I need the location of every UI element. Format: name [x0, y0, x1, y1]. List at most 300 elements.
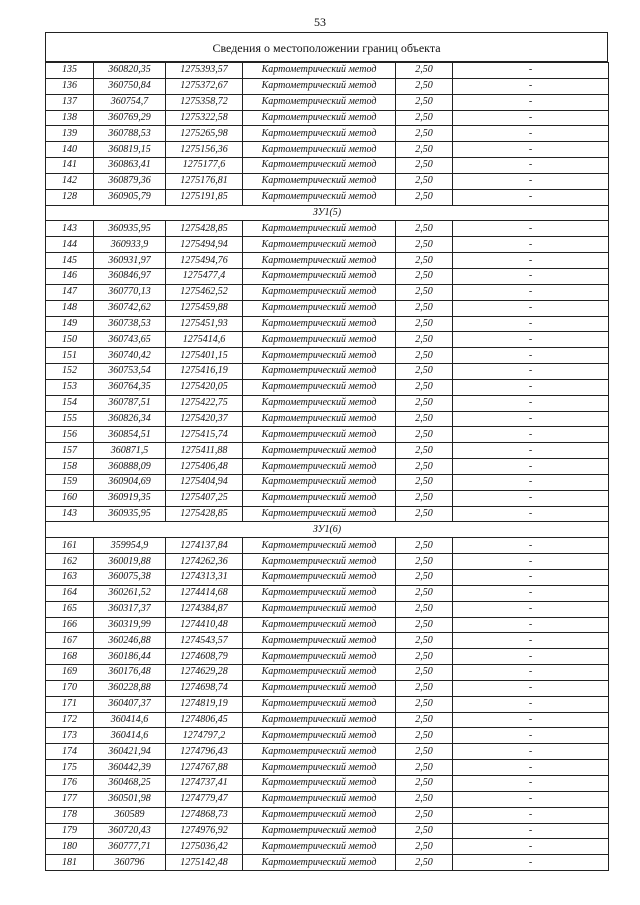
accuracy-cell: 2,50 [396, 760, 453, 776]
y-coordinate-cell: 1274779,47 [166, 791, 243, 807]
note-cell: - [453, 316, 609, 332]
note-cell: - [453, 158, 609, 174]
accuracy-cell: 2,50 [396, 791, 453, 807]
table-row [46, 189, 609, 205]
method-cell: Картометрический метод [243, 601, 396, 617]
method-cell: Картометрический метод [243, 300, 396, 316]
table-row [46, 807, 609, 823]
accuracy-cell: 2,50 [396, 411, 453, 427]
note-cell: - [453, 823, 609, 839]
accuracy-cell: 2,50 [396, 474, 453, 490]
point-number-cell: 146 [46, 268, 94, 284]
y-coordinate-cell: 1275428,85 [166, 221, 243, 237]
y-coordinate-cell: 1275142,48 [166, 855, 243, 871]
method-cell: Картометрический метод [243, 237, 396, 253]
method-cell: Картометрический метод [243, 633, 396, 649]
table-row [46, 268, 609, 284]
y-coordinate-cell: 1275420,37 [166, 411, 243, 427]
table-row [46, 728, 609, 744]
x-coordinate-cell: 360871,5 [94, 443, 166, 459]
note-cell: - [453, 807, 609, 823]
y-coordinate-cell: 1274410,48 [166, 617, 243, 633]
x-coordinate-cell: 360414,6 [94, 712, 166, 728]
method-cell: Картометрический метод [243, 126, 396, 142]
x-coordinate-cell: 360826,34 [94, 411, 166, 427]
y-coordinate-cell: 1275322,58 [166, 110, 243, 126]
point-number-cell: 164 [46, 585, 94, 601]
method-cell: Картометрический метод [243, 94, 396, 110]
accuracy-cell: 2,50 [396, 63, 453, 79]
y-coordinate-cell: 1274976,92 [166, 823, 243, 839]
note-cell: - [453, 633, 609, 649]
table-row [46, 680, 609, 696]
table-row [46, 284, 609, 300]
x-coordinate-cell: 360935,95 [94, 221, 166, 237]
y-coordinate-cell: 1274806,45 [166, 712, 243, 728]
y-coordinate-cell: 1275407,25 [166, 490, 243, 506]
method-cell: Картометрический метод [243, 253, 396, 269]
x-coordinate-cell: 360905,79 [94, 189, 166, 205]
table-row [46, 411, 609, 427]
note-cell: - [453, 110, 609, 126]
x-coordinate-cell: 360863,41 [94, 158, 166, 174]
table-row [46, 665, 609, 681]
point-number-cell: 178 [46, 807, 94, 823]
accuracy-cell: 2,50 [396, 680, 453, 696]
note-cell: - [453, 332, 609, 348]
y-coordinate-cell: 1274629,28 [166, 665, 243, 681]
point-number-cell: 171 [46, 696, 94, 712]
x-coordinate-cell: 360019,88 [94, 554, 166, 570]
y-coordinate-cell: 1275372,67 [166, 78, 243, 94]
accuracy-cell: 2,50 [396, 332, 453, 348]
note-cell: - [453, 173, 609, 189]
x-coordinate-cell: 360754,7 [94, 94, 166, 110]
x-coordinate-cell: 360788,53 [94, 126, 166, 142]
table-row [46, 300, 609, 316]
note-cell: - [453, 443, 609, 459]
y-coordinate-cell: 1275036,42 [166, 839, 243, 855]
note-cell: - [453, 474, 609, 490]
accuracy-cell: 2,50 [396, 110, 453, 126]
note-cell: - [453, 142, 609, 158]
note-cell: - [453, 839, 609, 855]
note-cell: - [453, 712, 609, 728]
method-cell: Картометрический метод [243, 744, 396, 760]
accuracy-cell: 2,50 [396, 189, 453, 205]
note-cell: - [453, 411, 609, 427]
accuracy-cell: 2,50 [396, 237, 453, 253]
method-cell: Картометрический метод [243, 268, 396, 284]
accuracy-cell: 2,50 [396, 490, 453, 506]
table-row [46, 443, 609, 459]
table-row [46, 459, 609, 475]
point-number-cell: 176 [46, 775, 94, 791]
method-cell: Картометрический метод [243, 775, 396, 791]
method-cell: Картометрический метод [243, 221, 396, 237]
note-cell: - [453, 268, 609, 284]
page-number: 53 [314, 15, 326, 29]
method-cell: Картометрический метод [243, 506, 396, 522]
y-coordinate-cell: 1274262,36 [166, 554, 243, 570]
point-number-cell: 172 [46, 712, 94, 728]
y-coordinate-cell: 1275459,88 [166, 300, 243, 316]
table-row [46, 585, 609, 601]
note-cell: - [453, 427, 609, 443]
note-cell: - [453, 94, 609, 110]
accuracy-cell: 2,50 [396, 348, 453, 364]
accuracy-cell: 2,50 [396, 221, 453, 237]
point-number-cell: 173 [46, 728, 94, 744]
y-coordinate-cell: 1275358,72 [166, 94, 243, 110]
note-cell: - [453, 300, 609, 316]
accuracy-cell: 2,50 [396, 78, 453, 94]
point-number-cell: 179 [46, 823, 94, 839]
table-title: Сведения о местоположении границ объекта [45, 32, 608, 62]
accuracy-cell: 2,50 [396, 142, 453, 158]
point-number-cell: 165 [46, 601, 94, 617]
point-number-cell: 150 [46, 332, 94, 348]
point-number-cell: 169 [46, 665, 94, 681]
x-coordinate-cell: 360770,13 [94, 284, 166, 300]
point-number-cell: 167 [46, 633, 94, 649]
accuracy-cell: 2,50 [396, 268, 453, 284]
x-coordinate-cell: 360888,09 [94, 459, 166, 475]
x-coordinate-cell: 360931,97 [94, 253, 166, 269]
y-coordinate-cell: 1275177,6 [166, 158, 243, 174]
table-row [46, 221, 609, 237]
point-number-cell: 157 [46, 443, 94, 459]
point-number-cell: 174 [46, 744, 94, 760]
table-row [46, 237, 609, 253]
x-coordinate-cell: 360796 [94, 855, 166, 871]
method-cell: Картометрический метод [243, 332, 396, 348]
accuracy-cell: 2,50 [396, 94, 453, 110]
x-coordinate-cell: 360720,43 [94, 823, 166, 839]
y-coordinate-cell: 1275191,85 [166, 189, 243, 205]
accuracy-cell: 2,50 [396, 649, 453, 665]
table-row [46, 601, 609, 617]
method-cell: Картометрический метод [243, 348, 396, 364]
note-cell: - [453, 78, 609, 94]
accuracy-cell: 2,50 [396, 173, 453, 189]
accuracy-cell: 2,50 [396, 585, 453, 601]
note-cell: - [453, 379, 609, 395]
table-row [46, 158, 609, 174]
x-coordinate-cell: 360819,15 [94, 142, 166, 158]
y-coordinate-cell: 1275462,52 [166, 284, 243, 300]
point-number-cell: 147 [46, 284, 94, 300]
note-cell: - [453, 791, 609, 807]
accuracy-cell: 2,50 [396, 253, 453, 269]
x-coordinate-cell: 360753,54 [94, 364, 166, 380]
accuracy-cell: 2,50 [396, 775, 453, 791]
point-number-cell: 155 [46, 411, 94, 427]
accuracy-cell: 2,50 [396, 158, 453, 174]
method-cell: Картометрический метод [243, 427, 396, 443]
note-cell: - [453, 554, 609, 570]
section-row [46, 205, 609, 221]
y-coordinate-cell: 1275422,75 [166, 395, 243, 411]
table-row [46, 253, 609, 269]
method-cell: Картометрический метод [243, 173, 396, 189]
table-row [46, 348, 609, 364]
method-cell: Картометрический метод [243, 807, 396, 823]
x-coordinate-cell: 360743,65 [94, 332, 166, 348]
y-coordinate-cell: 1275415,74 [166, 427, 243, 443]
point-number-cell: 137 [46, 94, 94, 110]
method-cell: Картометрический метод [243, 490, 396, 506]
point-number-cell: 143 [46, 221, 94, 237]
note-cell: - [453, 855, 609, 871]
accuracy-cell: 2,50 [396, 696, 453, 712]
method-cell: Картометрический метод [243, 680, 396, 696]
method-cell: Картометрический метод [243, 696, 396, 712]
point-number-cell: 159 [46, 474, 94, 490]
table-row [46, 63, 609, 79]
accuracy-cell: 2,50 [396, 316, 453, 332]
note-cell: - [453, 585, 609, 601]
point-number-cell: 128 [46, 189, 94, 205]
note-cell: - [453, 221, 609, 237]
table-row [46, 855, 609, 871]
point-number-cell: 181 [46, 855, 94, 871]
table-row [46, 379, 609, 395]
point-number-cell: 139 [46, 126, 94, 142]
y-coordinate-cell: 1274796,43 [166, 744, 243, 760]
y-coordinate-cell: 1274384,87 [166, 601, 243, 617]
y-coordinate-cell: 1274608,79 [166, 649, 243, 665]
point-number-cell: 158 [46, 459, 94, 475]
boundary-coordinates-table [45, 62, 609, 871]
x-coordinate-cell: 360764,35 [94, 379, 166, 395]
x-coordinate-cell: 360820,35 [94, 63, 166, 79]
method-cell: Картометрический метод [243, 379, 396, 395]
method-cell: Картометрический метод [243, 538, 396, 554]
x-coordinate-cell: 360176,48 [94, 665, 166, 681]
x-coordinate-cell: 359954,9 [94, 538, 166, 554]
table-row [46, 427, 609, 443]
method-cell: Картометрический метод [243, 554, 396, 570]
table-row [46, 649, 609, 665]
method-cell: Картометрический метод [243, 585, 396, 601]
note-cell: - [453, 617, 609, 633]
x-coordinate-cell: 360421,94 [94, 744, 166, 760]
x-coordinate-cell: 360879,36 [94, 173, 166, 189]
accuracy-cell: 2,50 [396, 601, 453, 617]
note-cell: - [453, 395, 609, 411]
y-coordinate-cell: 1275494,94 [166, 237, 243, 253]
note-cell: - [453, 63, 609, 79]
point-number-cell: 166 [46, 617, 94, 633]
accuracy-cell: 2,50 [396, 665, 453, 681]
note-cell: - [453, 601, 609, 617]
table-row [46, 791, 609, 807]
accuracy-cell: 2,50 [396, 839, 453, 855]
note-cell: - [453, 728, 609, 744]
table-row [46, 839, 609, 855]
y-coordinate-cell: 1275401,15 [166, 348, 243, 364]
table-row [46, 173, 609, 189]
y-coordinate-cell: 1275451,93 [166, 316, 243, 332]
table-row [46, 316, 609, 332]
x-coordinate-cell: 360589 [94, 807, 166, 823]
x-coordinate-cell: 360414,6 [94, 728, 166, 744]
x-coordinate-cell: 360468,25 [94, 775, 166, 791]
accuracy-cell: 2,50 [396, 364, 453, 380]
table-row [46, 570, 609, 586]
x-coordinate-cell: 360442,39 [94, 760, 166, 776]
method-cell: Картометрический метод [243, 110, 396, 126]
point-number-cell: 163 [46, 570, 94, 586]
accuracy-cell: 2,50 [396, 807, 453, 823]
accuracy-cell: 2,50 [396, 728, 453, 744]
note-cell: - [453, 348, 609, 364]
point-number-cell: 142 [46, 173, 94, 189]
y-coordinate-cell: 1274868,73 [166, 807, 243, 823]
y-coordinate-cell: 1275406,48 [166, 459, 243, 475]
note-cell: - [453, 760, 609, 776]
accuracy-cell: 2,50 [396, 855, 453, 871]
accuracy-cell: 2,50 [396, 506, 453, 522]
table-row [46, 110, 609, 126]
x-coordinate-cell: 360846,97 [94, 268, 166, 284]
point-number-cell: 152 [46, 364, 94, 380]
point-number-cell: 151 [46, 348, 94, 364]
y-coordinate-cell: 1275176,81 [166, 173, 243, 189]
accuracy-cell: 2,50 [396, 427, 453, 443]
x-coordinate-cell: 360935,95 [94, 506, 166, 522]
method-cell: Картометрический метод [243, 189, 396, 205]
note-cell: - [453, 570, 609, 586]
accuracy-cell: 2,50 [396, 744, 453, 760]
method-cell: Картометрический метод [243, 791, 396, 807]
method-cell: Картометрический метод [243, 364, 396, 380]
table-row [46, 744, 609, 760]
y-coordinate-cell: 1275416,19 [166, 364, 243, 380]
method-cell: Картометрический метод [243, 839, 396, 855]
note-cell: - [453, 459, 609, 475]
y-coordinate-cell: 1274137,84 [166, 538, 243, 554]
point-number-cell: 136 [46, 78, 94, 94]
y-coordinate-cell: 1274543,57 [166, 633, 243, 649]
x-coordinate-cell: 360246,88 [94, 633, 166, 649]
method-cell: Картометрический метод [243, 617, 396, 633]
method-cell: Картометрический метод [243, 63, 396, 79]
note-cell: - [453, 538, 609, 554]
x-coordinate-cell: 360787,51 [94, 395, 166, 411]
point-number-cell: 149 [46, 316, 94, 332]
point-number-cell: 161 [46, 538, 94, 554]
y-coordinate-cell: 1274819,19 [166, 696, 243, 712]
point-number-cell: 143 [46, 506, 94, 522]
method-cell: Картометрический метод [243, 570, 396, 586]
note-cell: - [453, 506, 609, 522]
table-row [46, 696, 609, 712]
point-number-cell: 148 [46, 300, 94, 316]
x-coordinate-cell: 360933,9 [94, 237, 166, 253]
note-cell: - [453, 665, 609, 681]
table-row [46, 760, 609, 776]
accuracy-cell: 2,50 [396, 395, 453, 411]
table-row [46, 395, 609, 411]
table-row [46, 554, 609, 570]
accuracy-cell: 2,50 [396, 443, 453, 459]
x-coordinate-cell: 360740,42 [94, 348, 166, 364]
method-cell: Картометрический метод [243, 855, 396, 871]
y-coordinate-cell: 1275393,57 [166, 63, 243, 79]
note-cell: - [453, 775, 609, 791]
table-row [46, 474, 609, 490]
note-cell: - [453, 696, 609, 712]
method-cell: Картометрический метод [243, 78, 396, 94]
x-coordinate-cell: 360075,38 [94, 570, 166, 586]
y-coordinate-cell: 1274313,31 [166, 570, 243, 586]
accuracy-cell: 2,50 [396, 617, 453, 633]
table-row [46, 506, 609, 522]
point-number-cell: 175 [46, 760, 94, 776]
accuracy-cell: 2,50 [396, 712, 453, 728]
note-cell: - [453, 364, 609, 380]
table-row [46, 538, 609, 554]
point-number-cell: 177 [46, 791, 94, 807]
note-cell: - [453, 253, 609, 269]
method-cell: Картометрический метод [243, 823, 396, 839]
note-cell: - [453, 284, 609, 300]
table-row [46, 142, 609, 158]
table-row [46, 94, 609, 110]
y-coordinate-cell: 1275411,88 [166, 443, 243, 459]
accuracy-cell: 2,50 [396, 126, 453, 142]
y-coordinate-cell: 1274737,41 [166, 775, 243, 791]
y-coordinate-cell: 1275404,94 [166, 474, 243, 490]
note-cell: - [453, 237, 609, 253]
method-cell: Картометрический метод [243, 142, 396, 158]
table-row [46, 126, 609, 142]
method-cell: Картометрический метод [243, 712, 396, 728]
table-row [46, 490, 609, 506]
section-label: ЗУ1(6) [46, 522, 609, 538]
method-cell: Картометрический метод [243, 316, 396, 332]
x-coordinate-cell: 360407,37 [94, 696, 166, 712]
method-cell: Картометрический метод [243, 443, 396, 459]
y-coordinate-cell: 1274414,68 [166, 585, 243, 601]
accuracy-cell: 2,50 [396, 379, 453, 395]
y-coordinate-cell: 1275420,05 [166, 379, 243, 395]
accuracy-cell: 2,50 [396, 459, 453, 475]
accuracy-cell: 2,50 [396, 823, 453, 839]
accuracy-cell: 2,50 [396, 300, 453, 316]
note-cell: - [453, 189, 609, 205]
note-cell: - [453, 126, 609, 142]
note-cell: - [453, 490, 609, 506]
note-cell: - [453, 649, 609, 665]
x-coordinate-cell: 360186,44 [94, 649, 166, 665]
x-coordinate-cell: 360261,52 [94, 585, 166, 601]
accuracy-cell: 2,50 [396, 633, 453, 649]
point-number-cell: 144 [46, 237, 94, 253]
table-row [46, 633, 609, 649]
method-cell: Картометрический метод [243, 395, 396, 411]
x-coordinate-cell: 360317,37 [94, 601, 166, 617]
x-coordinate-cell: 360738,53 [94, 316, 166, 332]
y-coordinate-cell: 1275477,4 [166, 268, 243, 284]
table-row [46, 712, 609, 728]
table-row [46, 775, 609, 791]
x-coordinate-cell: 360319,99 [94, 617, 166, 633]
section-label: ЗУ1(5) [46, 205, 609, 221]
x-coordinate-cell: 360777,71 [94, 839, 166, 855]
